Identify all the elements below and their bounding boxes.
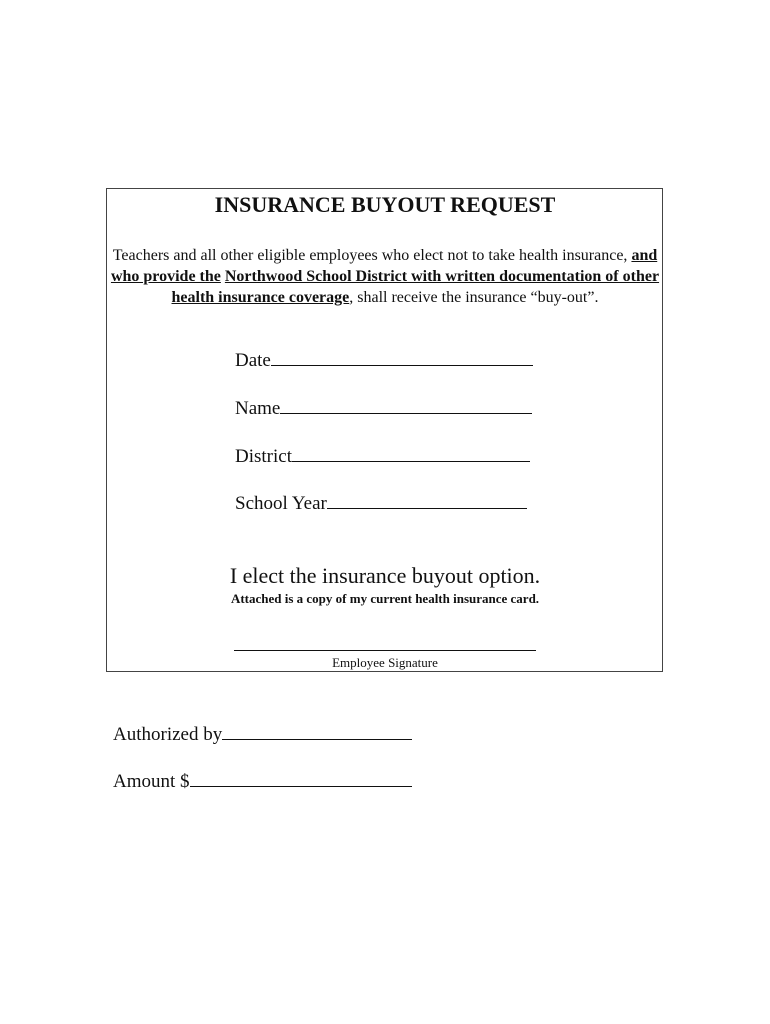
school-year-field (235, 491, 527, 516)
intro-text-2: , shall receive the insurance “buy-out”. (349, 289, 599, 306)
district-input-line[interactable] (292, 444, 530, 462)
signature-label: Employee Signature (332, 655, 438, 670)
intro-emphasis-1: and who provide the (110, 247, 658, 285)
amount-field (113, 769, 412, 794)
signature-line[interactable] (234, 650, 536, 651)
district-label: District (235, 446, 292, 467)
form-title: INSURANCE BUYOUT REQUEST (214, 192, 556, 217)
intro-paragraph (110, 245, 660, 308)
attachment-note: Attached is a copy of my current health insurance card. (230, 591, 540, 606)
election-statement: I elect the insurance buyout option. (229, 563, 541, 588)
date-field (235, 348, 533, 373)
date-label: Date (235, 350, 271, 371)
amount-input-line[interactable] (190, 769, 412, 787)
date-input-line[interactable] (271, 348, 533, 366)
school-year-label: School Year (235, 493, 327, 514)
name-field (235, 396, 532, 421)
school-year-input-line[interactable] (327, 491, 527, 509)
name-label: Name (235, 398, 281, 419)
authorized-by-input-line[interactable] (222, 722, 412, 740)
intro-text-1: Teachers and all other eligible employees who elect not to take health insurance, (112, 247, 632, 264)
name-input-line[interactable] (280, 396, 532, 414)
intro-emphasis-2: Northwood School District with written documentation of other health insurance coverage (171, 268, 660, 306)
district-field (235, 444, 530, 469)
amount-label: Amount $ (113, 771, 190, 792)
authorized-by-field (113, 722, 412, 747)
authorized-by-label: Authorized by (113, 724, 223, 745)
